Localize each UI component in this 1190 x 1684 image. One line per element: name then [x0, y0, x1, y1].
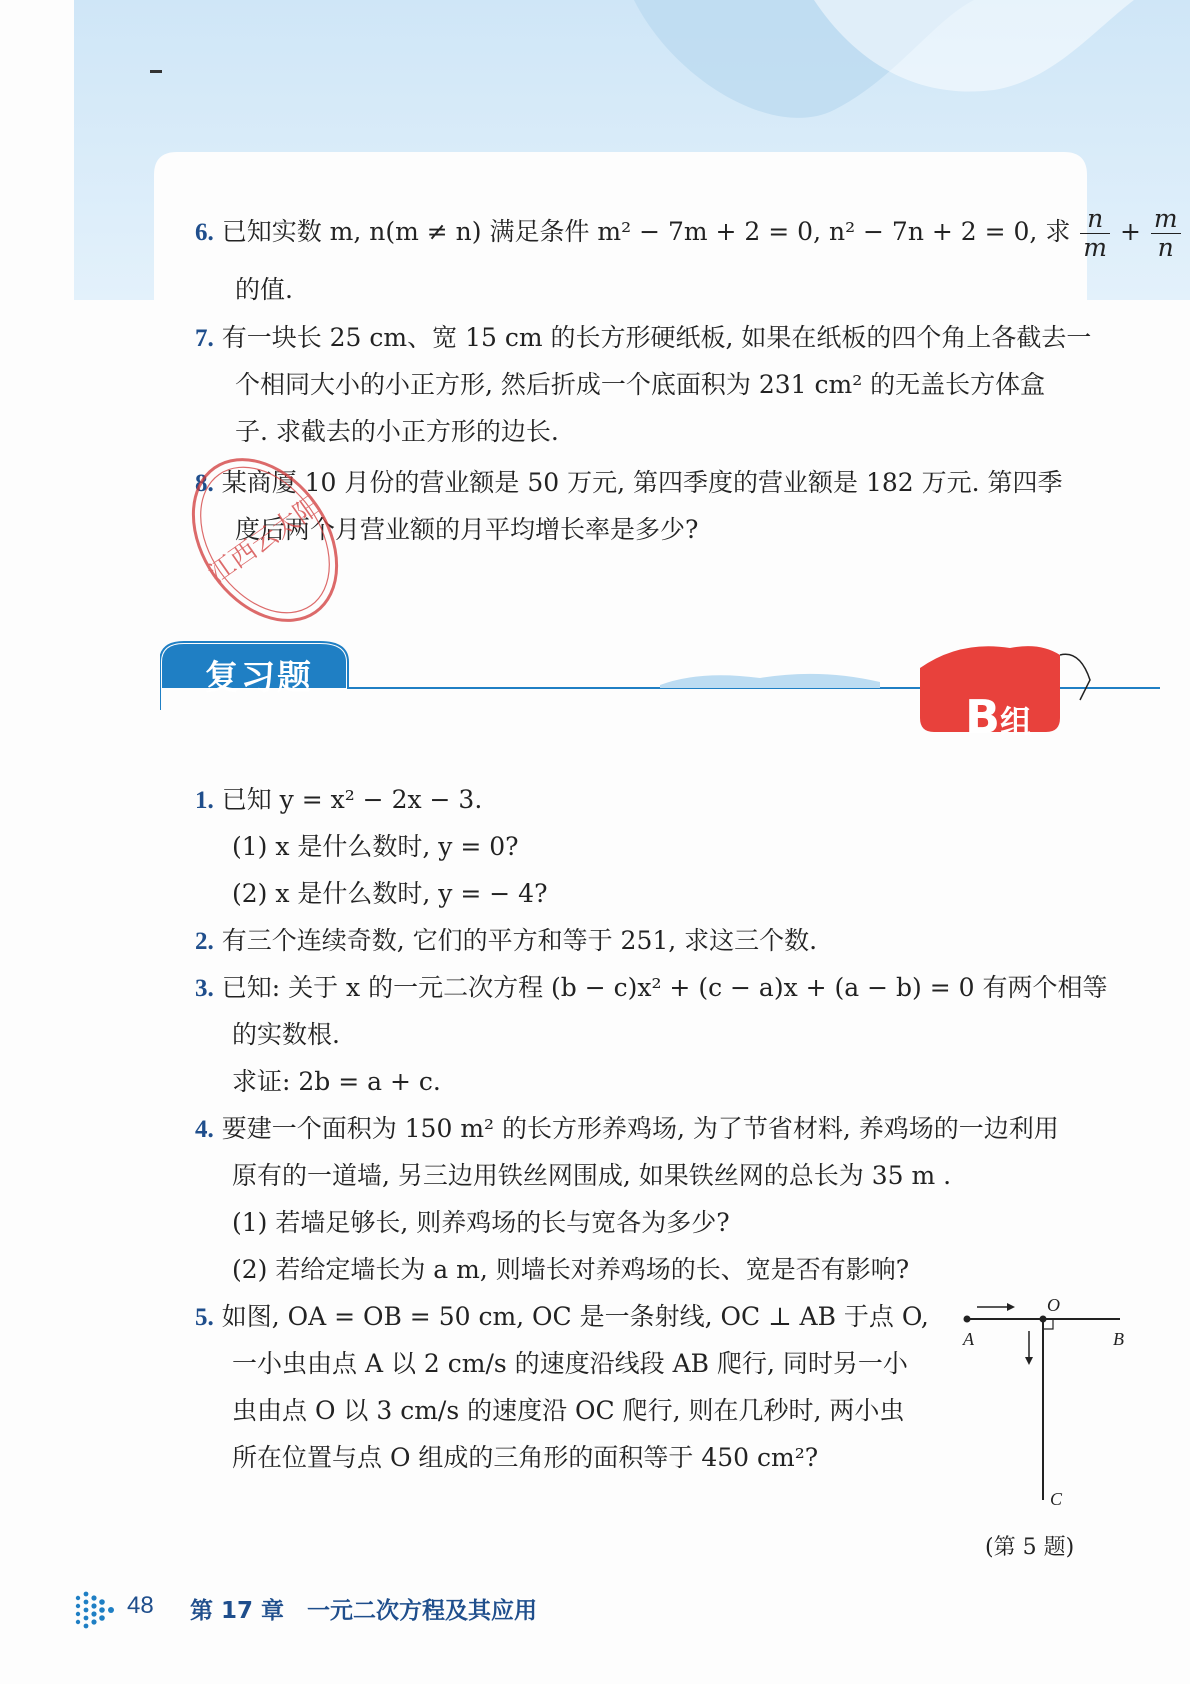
exercise-number: 8. — [195, 470, 214, 497]
review-exercise-4: 4. 要建一个面积为 150 m² 的长方形养鸡场, 为了节省材料, 养鸡场的一边利用 — [195, 1109, 1059, 1150]
review-exercise-5-line-4: 所在位置与点 O 组成的三角形的面积等于 450 cm²? — [232, 1443, 819, 1472]
review-exercise-4-part-2: (2) 若给定墙长为 a m, 则墙长对养鸡场的长、宽是否有影响? — [232, 1255, 910, 1284]
review-exercise-2: 2. 有三个连续奇数, 它们的平方和等于 251, 求这三个数. — [195, 921, 817, 962]
exercise-6: 6. 已知实数 m, n(m ≠ n) 满足条件 m² − 7m + 2 = 0, n² − 7n + 2 = 0, 求 $\frac{n}{m}$ + $\frac{m}{n}$ — [195, 205, 1183, 262]
review-exercise-5-line-2: 一小虫由点 A 以 2 cm/s 的速度沿线段 AB 爬行, 同时另一小 — [232, 1349, 908, 1378]
label-c: C — [1050, 1489, 1063, 1509]
fraction-n-over-m: $\frac{n}{m}$ — [1080, 205, 1110, 262]
exercise-number: 7. — [195, 325, 214, 352]
review-exercise-3: 3. 已知: 关于 x 的一元二次方程 (b − c)x² + (c − a)x + (a − b) = 0 有两个相等 — [195, 968, 1107, 1009]
exercise-7-line-2: 个相同大小的小正方形, 然后折成一个底面积为 231 cm² 的无盖长方体盒 — [235, 370, 1046, 399]
label-o: O — [1047, 1295, 1060, 1315]
page-number: 48 — [127, 1592, 154, 1619]
label-a: A — [963, 1329, 974, 1349]
exercise-number: 6. — [195, 219, 214, 246]
exercise-7-line-3: 子. 求截去的小正方形的边长. — [235, 417, 559, 446]
exercise-number: 2. — [195, 928, 214, 955]
exercise-text: 已知实数 m, n(m ≠ n) 满足条件 m² − 7m + 2 = 0, n² − 7n + 2 = 0, 求 — [221, 217, 1071, 246]
section-title: 复习题 — [205, 658, 313, 698]
point-a — [964, 1316, 971, 1323]
exercise-6-continued: 的值. — [235, 275, 293, 304]
review-exercise-5-line-3: 虫由点 O 以 3 cm/s 的速度沿 OC 爬行, 则在几秒时, 两小虫 — [232, 1396, 905, 1425]
exercise-number: 1. — [195, 787, 214, 814]
footer-dot-ornament-icon — [74, 1590, 118, 1630]
exercise-number: 5. — [195, 1304, 214, 1331]
geometry-figure-oa-ob-oc — [955, 1295, 1145, 1525]
exercise-number: 3. — [195, 975, 214, 1002]
review-exercise-1: 1. 已知 y = x² − 2x − 3. — [195, 780, 482, 821]
review-exercise-3-proof: 求证: 2b = a + c. — [232, 1067, 441, 1096]
group-label: 组 — [1000, 703, 1033, 741]
exercise-number: 4. — [195, 1116, 214, 1143]
stamp-text: 江西云太阳 — [203, 490, 327, 590]
fraction-m-over-n: $\frac{m}{n}$ — [1151, 205, 1181, 262]
label-b: B — [1113, 1329, 1124, 1349]
figure-caption: (第 5 题) — [985, 1535, 1075, 1560]
group-letter: B — [965, 690, 1001, 744]
review-exercise-1-part-2: (2) x 是什么数时, y = − 4? — [232, 879, 548, 908]
exercise-8: 8. 某商厦 10 月份的营业额是 50 万元, 第四季度的营业额是 182 万元. 第四季 — [195, 463, 1063, 504]
review-exercise-5: 5. 如图, OA = OB = 50 cm, OC 是一条射线, OC ⊥ AB 于点 O, — [195, 1297, 929, 1338]
exercise-8-line-2: 度后两个月营业额的月平均增长率是多少? — [235, 515, 699, 544]
group-b-badge — [965, 690, 1032, 744]
exercise-7: 7. 有一块长 25 cm、宽 15 cm 的长方形硬纸板, 如果在纸板的四个角上各截去一 — [195, 318, 1091, 359]
red-seal-stamp — [180, 440, 350, 640]
review-exercise-3-line-2: 的实数根. — [232, 1020, 340, 1049]
chapter-title: 第 17 章 一元二次方程及其应用 — [190, 1598, 538, 1624]
review-exercise-4-line-2: 原有的一道墙, 另三边用铁丝网围成, 如果铁丝网的总长为 35 m . — [232, 1161, 952, 1190]
review-exercise-1-part-1: (1) x 是什么数时, y = 0? — [232, 832, 519, 861]
review-exercise-4-part-1: (1) 若墙足够长, 则养鸡场的长与宽各为多少? — [232, 1208, 730, 1237]
